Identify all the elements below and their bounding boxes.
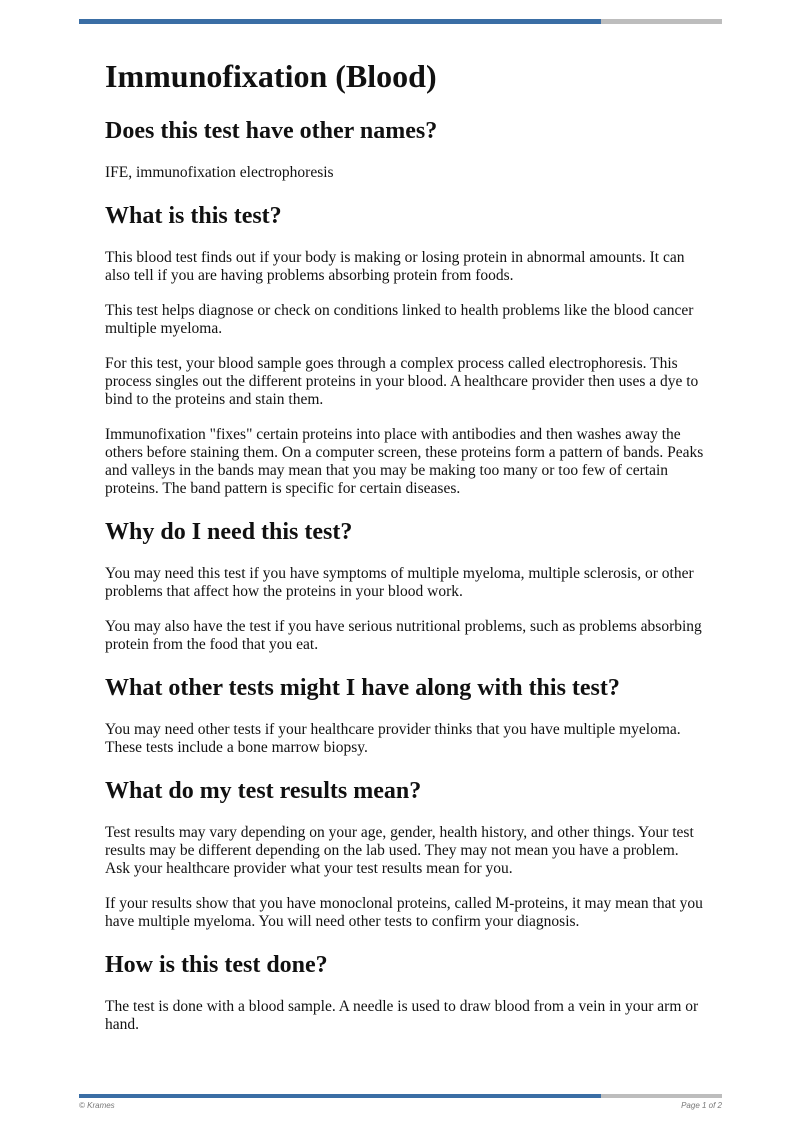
header-rule-accent: [79, 19, 601, 24]
section-heading: What other tests might I have along with this test?: [105, 675, 620, 701]
section-why-need: [105, 517, 705, 654]
document-body: [105, 56, 705, 1051]
section-paragraph: The test is done with a blood sample. A needle is used to draw blood from a vein in your arm or hand.: [105, 998, 699, 1033]
section-heading: Why do I need this test?: [105, 519, 353, 545]
section-paragraph: If your results show that you have monoclonal proteins, called M-proteins, it may mean that you have multiple myeloma. You will need other tests to confirm your diagnosis.: [105, 895, 703, 930]
section-paragraph: Immunofixation "fixes" certain proteins into place with antibodies and then washes away the others before staining them. On a computer screen, these proteins form a pattern of bands. Peaks and valleys in the bands may mean that you may be making too many or too few of certain proteins. The band pattern is specific for certain diseases.: [105, 426, 704, 497]
footer-rule: [79, 1094, 722, 1098]
section-what-is-test: [105, 201, 705, 498]
section-paragraph: For this test, your blood sample goes through a complex process called electrophoresis. This process singles out the different proteins in your blood. A healthcare provider then uses a dye to bind to the proteins and stain them.: [105, 355, 699, 408]
section-paragraph: You may need other tests if your healthcare provider thinks that you have multiple myeloma. These tests include a bone marrow biopsy.: [105, 721, 681, 756]
footer-rule-accent: [79, 1094, 601, 1098]
header-rule: [79, 19, 722, 24]
footer-copyright: © Krames: [79, 1101, 115, 1110]
footer-page-number: Page 1 of 2: [681, 1101, 722, 1110]
section-heading: Does this test have other names?: [105, 118, 438, 144]
section-heading: What is this test?: [105, 203, 282, 229]
footer-rule-gray: [601, 1094, 722, 1098]
page-title: Immunofixation (Blood): [105, 58, 437, 94]
section-paragraph: Test results may vary depending on your age, gender, health history, and other things. Your test results may be different depending on the lab used. They may not mean you have a problem. Ask your healthcare provider what your test results mean for you.: [105, 824, 694, 877]
section-results-mean: [105, 776, 705, 931]
section-paragraph: IFE, immunofixation electrophoresis: [105, 164, 334, 181]
section-heading: What do my test results mean?: [105, 778, 422, 804]
header-rule-gray: [601, 19, 722, 24]
section-paragraph: This blood test finds out if your body is making or losing protein in abnormal amounts. It can also tell if you are having problems absorbing protein from foods.: [105, 249, 685, 284]
section-paragraph: This test helps diagnose or check on conditions linked to health problems like the blood cancer multiple myeloma.: [105, 302, 694, 337]
section-other-tests: [105, 673, 705, 757]
section-paragraph: You may need this test if you have symptoms of multiple myeloma, multiple sclerosis, or other problems that affect how the proteins in your blood work.: [105, 565, 694, 600]
section-heading: How is this test done?: [105, 952, 328, 978]
section-other-names: [105, 116, 705, 182]
section-paragraph: You may also have the test if you have serious nutritional problems, such as problems absorbing protein from the food that you eat.: [105, 618, 702, 653]
section-how-done: [105, 950, 705, 1034]
